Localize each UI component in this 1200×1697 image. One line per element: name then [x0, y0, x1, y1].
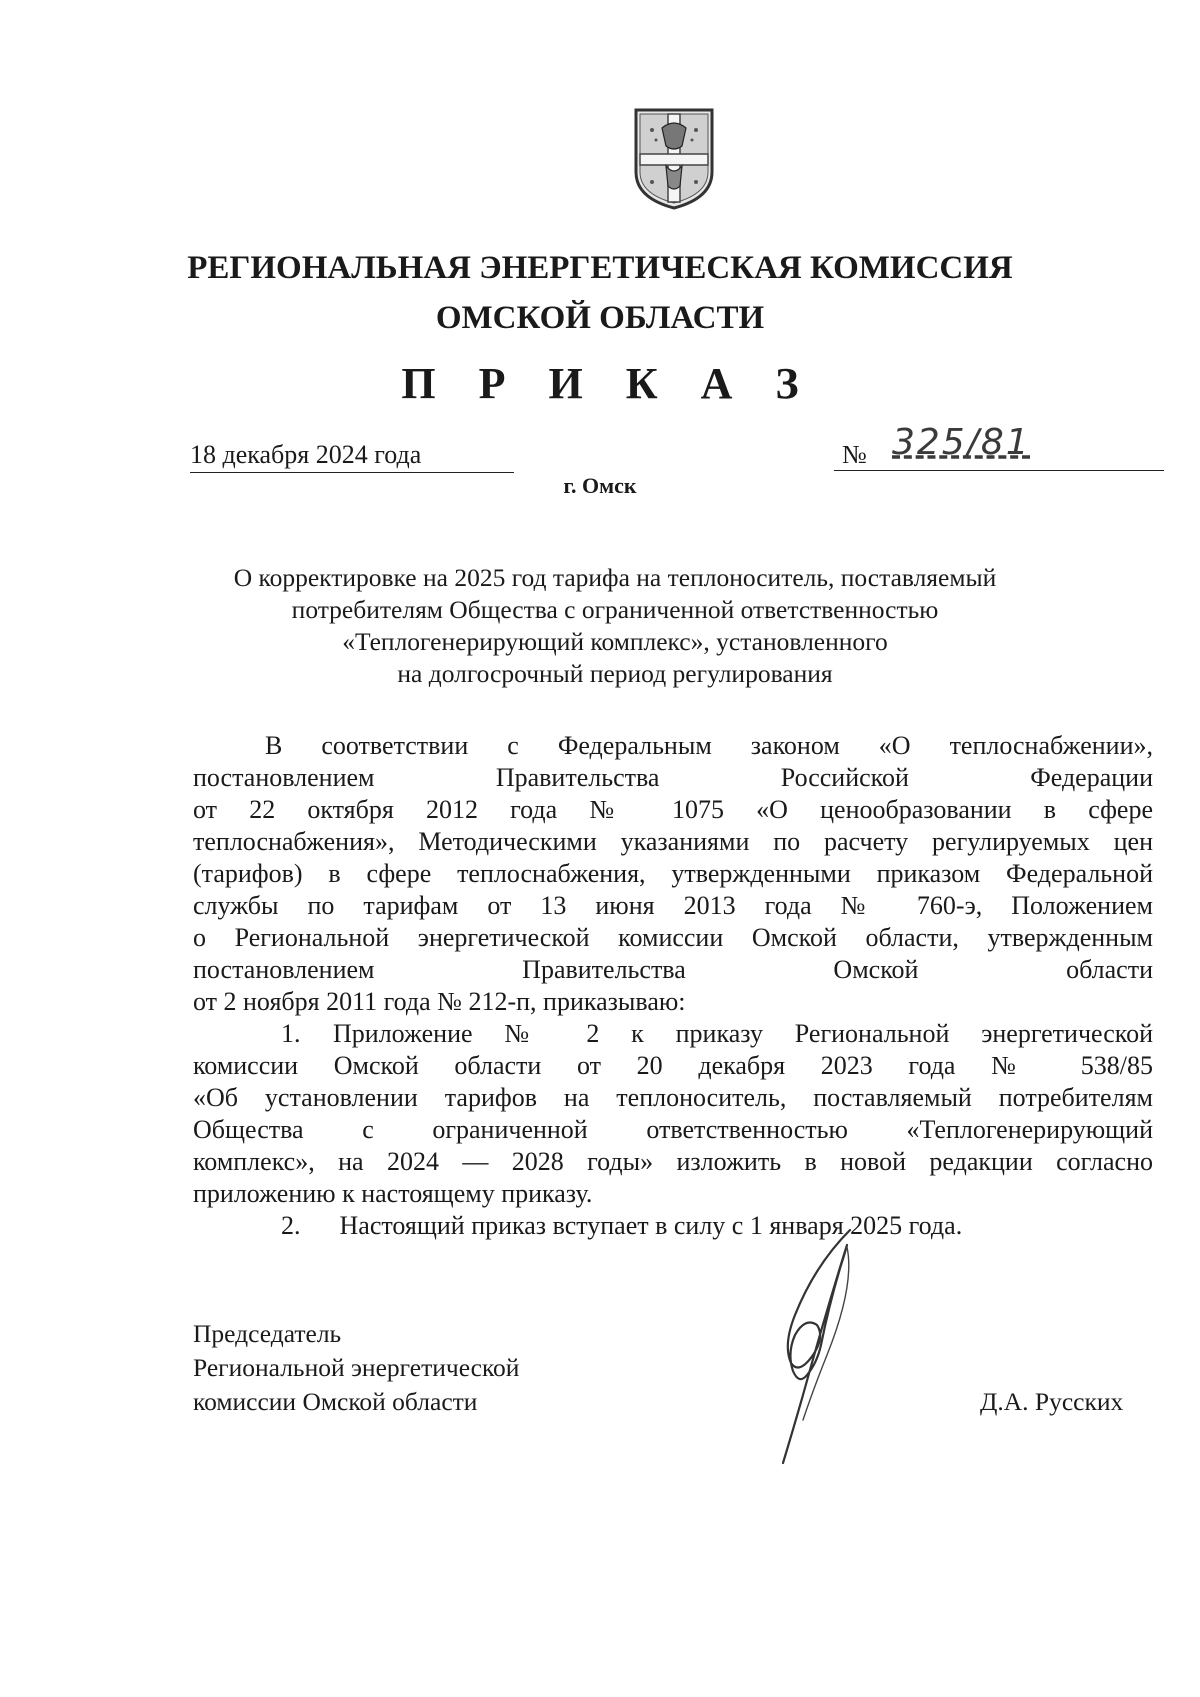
item-1-line: комиссии Омской области от 20 декабря 2023 года № 538/85: [193, 1051, 1153, 1080]
item-1-line: Общества с ограниченной ответственностью «Теплогенерирующий: [193, 1115, 1153, 1144]
number-sign: №: [842, 440, 867, 469]
preamble-line: постановлением Правительства Омской области: [193, 955, 1153, 984]
signatory-name: Д.А. Русских: [980, 1387, 1124, 1416]
preamble-line: от 2 ноября 2011 года № 212-п, приказываю:: [193, 987, 686, 1016]
item-1-line: приложению к настоящему приказу.: [193, 1179, 593, 1208]
order-number-field: [834, 422, 1164, 471]
item-1-line: Приложение № 2 к приказу Региональной энергетической: [333, 1019, 1153, 1048]
item-1-line: комплекс», на 2024 — 2028 годы» изложить в новой редакции согласно: [193, 1147, 1153, 1176]
preamble-line: В соответствии с Федеральным законом «О теплоснабжении»,: [265, 731, 1153, 760]
order-body: [193, 730, 1153, 1242]
position-line: Региональной энергетической: [193, 1353, 520, 1382]
subject-line: на долгосрочный период регулирования: [397, 659, 833, 688]
position-line: комиссии Омской области: [193, 1387, 478, 1416]
subject-line: О корректировке на 2025 год тарифа на теплоноситель, поставляемый: [233, 563, 997, 592]
item-2: [193, 1210, 1153, 1242]
signatory-position: [193, 1317, 519, 1419]
document-type-title: П Р И К А З: [401, 359, 815, 408]
order-number-handwritten: 325/81: [892, 422, 1031, 463]
preamble-line: (тарифов) в сфере теплоснабжения, утвержденными приказом Федеральной: [193, 859, 1153, 888]
subject-line: потребителям Общества с ограниченной ответственностью: [291, 595, 939, 624]
item-1-first-line: [193, 1018, 1153, 1050]
preamble-line: постановлением Правительства Российской Федерации: [193, 763, 1153, 792]
city-label: г. Омск: [563, 473, 637, 498]
order-subject: [150, 562, 1080, 690]
order-date: 18 декабря 2024 года: [190, 438, 514, 473]
position-line: Председатель: [193, 1319, 342, 1348]
item-1-number: 1.: [281, 1019, 301, 1048]
item-1-line: «Об установлении тарифов на теплоноситель, поставляемый потребителям: [193, 1083, 1153, 1112]
item-2-number: 2.: [281, 1211, 301, 1240]
org-title-line-1: РЕГИОНАЛЬНАЯ ЭНЕРГЕТИЧЕСКАЯ КОМИССИЯ: [187, 250, 1013, 286]
subject-line: «Теплогенерирующий комплекс», установленного: [342, 627, 888, 656]
organization-title: [150, 243, 1050, 343]
item-2-text: Настоящий приказ вступает в силу с 1 января 2025 года.: [339, 1211, 963, 1240]
coat-of-arms-icon: [632, 106, 716, 212]
org-title-line-2: ОМСКОЙ ОБЛАСТИ: [435, 300, 765, 336]
preamble-line: службы по тарифам от 13 июня 2013 года № 760-э, Положением: [193, 891, 1153, 920]
preamble-line: теплоснабжения», Методическими указаниями по расчету регулируемых цен: [193, 827, 1153, 856]
preamble-line: от 22 октября 2012 года № 1075 «О ценообразовании в сфере: [193, 795, 1153, 824]
preamble-line: о Региональной энергетической комиссии Омской области, утвержденным: [193, 923, 1153, 952]
handwritten-signature-icon: [755, 1225, 885, 1465]
